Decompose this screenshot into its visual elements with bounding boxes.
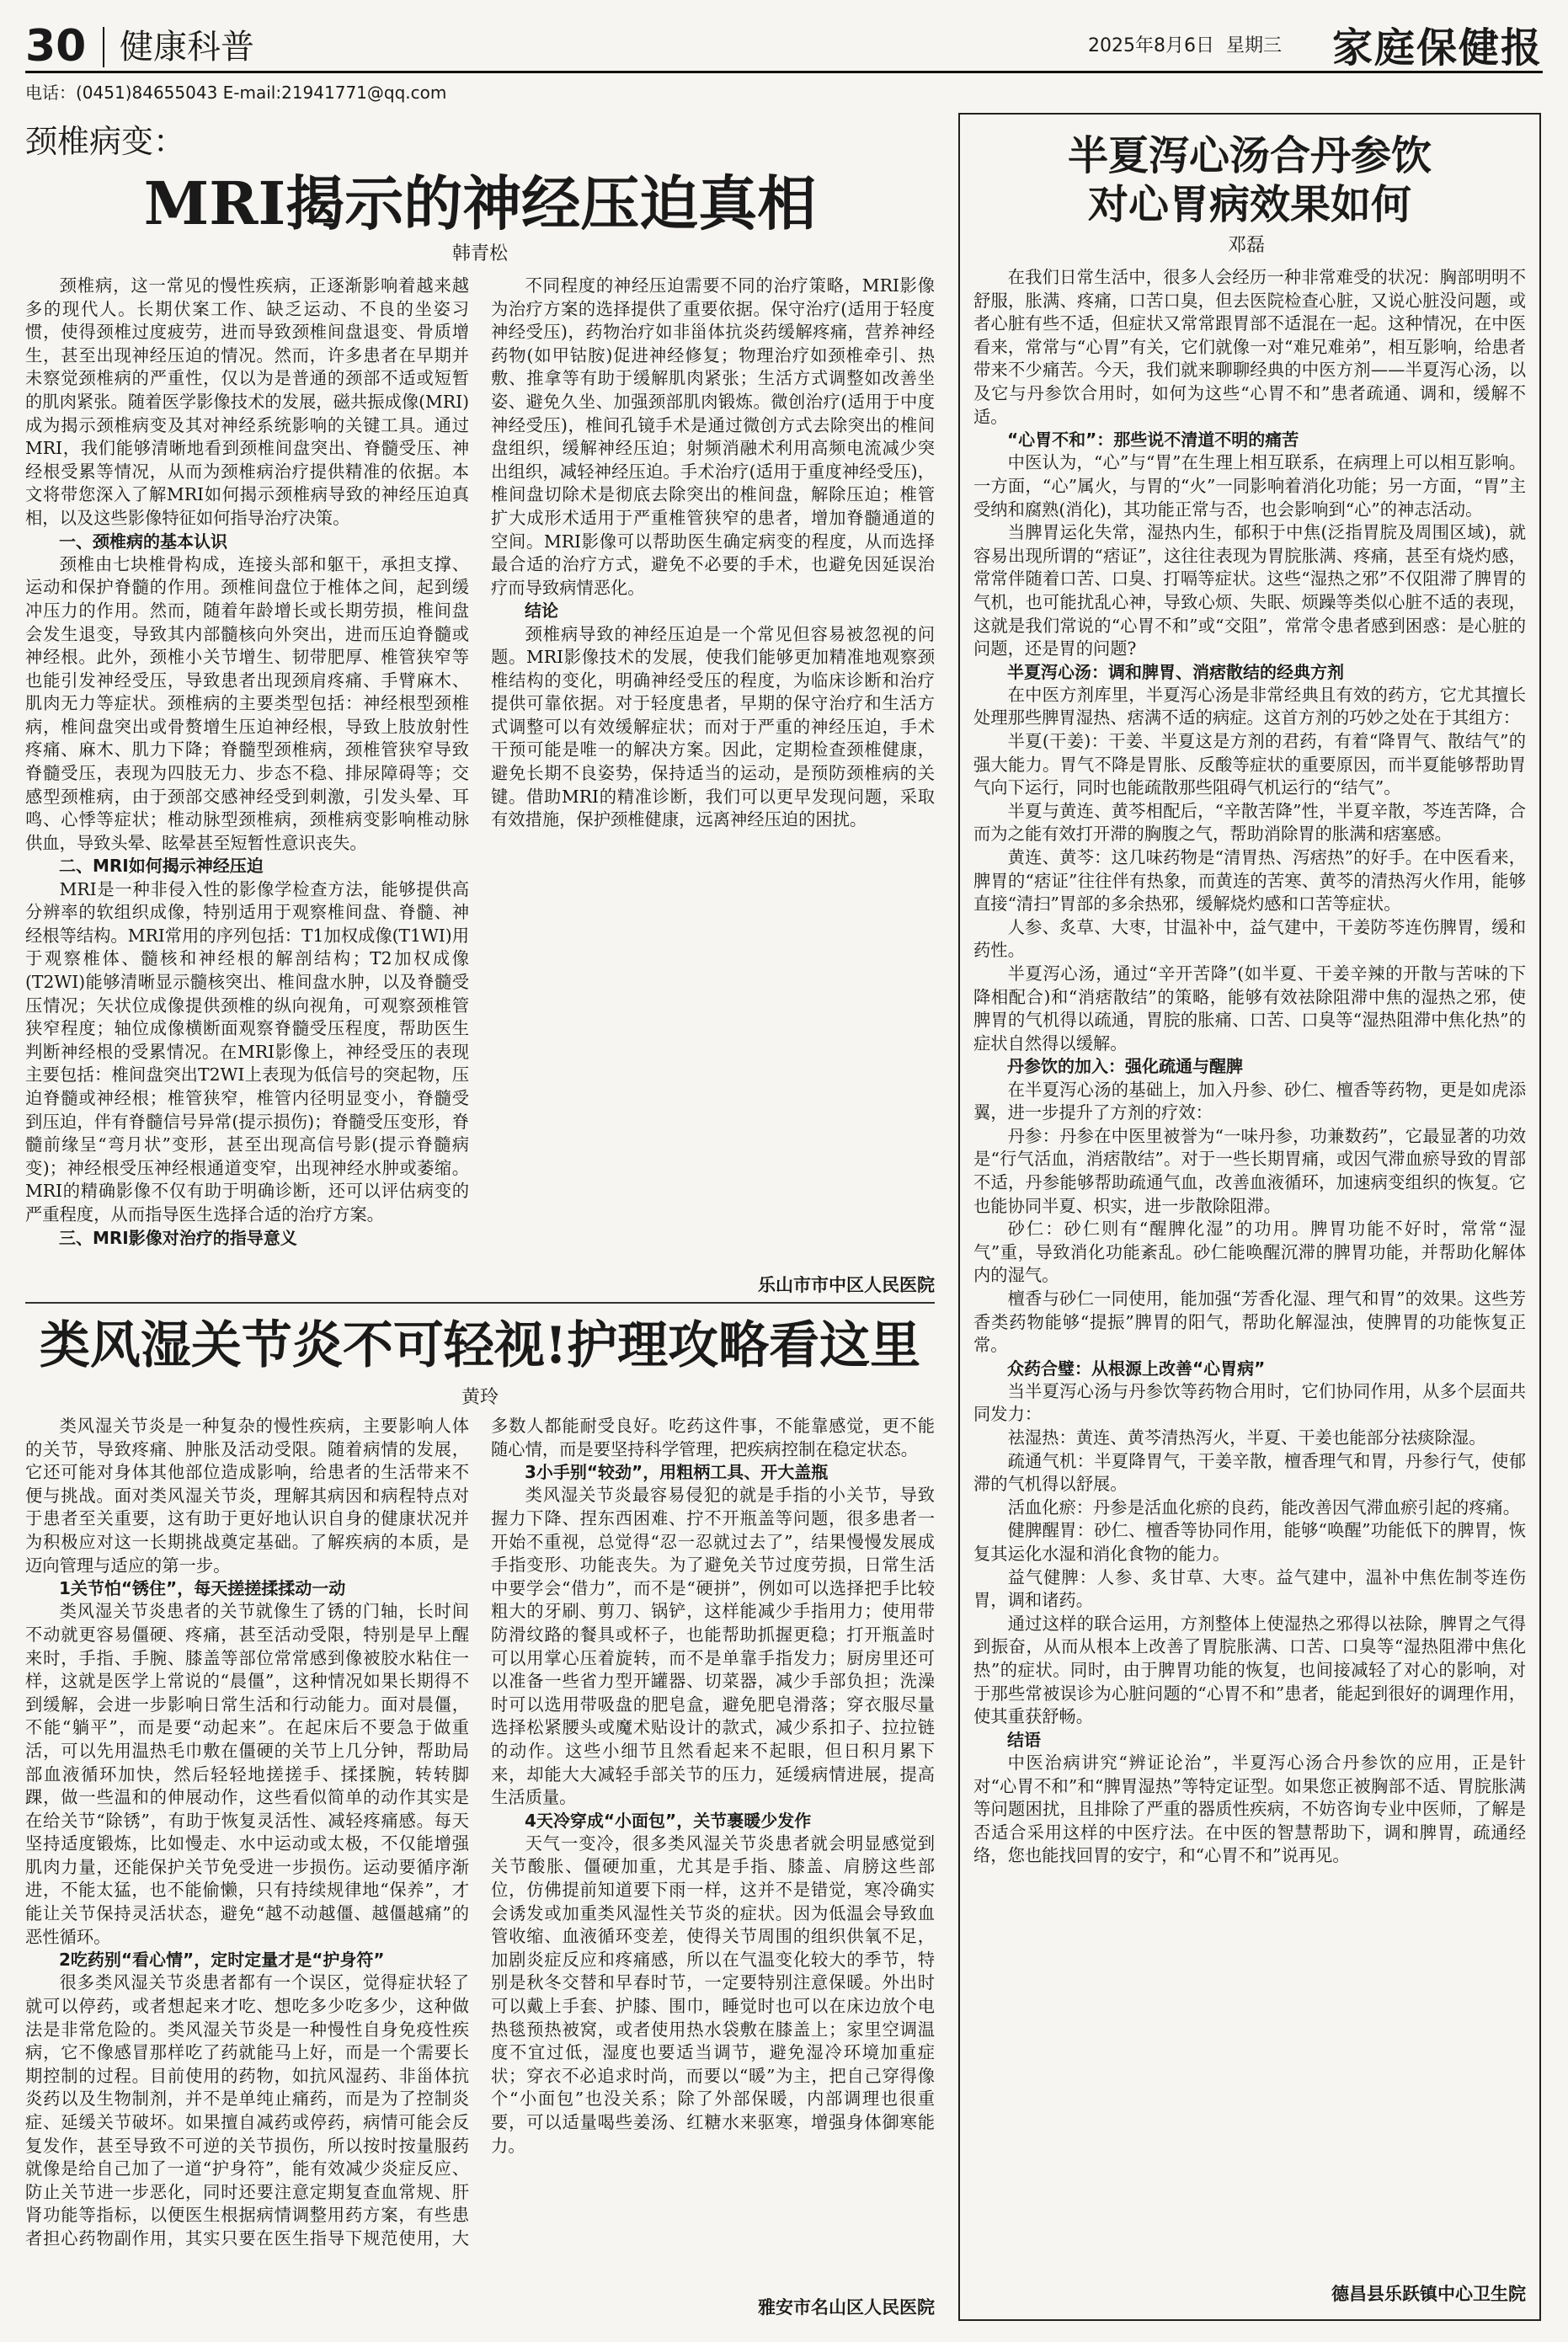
paragraph: 类风湿关节炎最容易侵犯的就是手指的小关节，导致握力下降、捏东西困难、拧不开瓶盖等问题，很多患者一开始不重视，总觉得“忍一忍就过去了”，结果慢慢发展成手指变形、功能丧失。为了避免关节过度劳损，日常生活中要学会“借力”，而不是“硬拼”，例如可以选择把手比较粗大的牙刷、剪刀、锅铲，这样能减少手指用力；使用带防滑纹路的餐具或杯子，也能帮助抓握更稳；打开瓶盖时可以用掌心压着旋转，而不是单靠手指发力；厨房里还可以准备一些省力型开罐器、切菜器，减少手部负担；洗澡时可以选用带吸盘的肥皂盒，避免肥皂滑落；穿衣服尽量选择松紧腰头或魔术贴设计的款式，减少系扣子、拉拉链的动作。这些小细节且然看起来不起眼，但日积月累下来，却能大大减轻手部关节的压力，延缓病情进展，提高生活质量。 — [491, 1485, 935, 1808]
subheading: 半夏泻心汤：调和脾胃、消痞散结的经典方剂 — [1007, 661, 1344, 682]
paragraph: 中医认为，“心”与“胃”在生理上相互联系，在病理上可以相互影响。一方面，“心”属火，与胃的“火”一同影响着消化功能；另一方面，“胃”主受纳和腐熟(消化)，其功能正常与否，也会影响到“心”的神志活动。 — [973, 452, 1526, 520]
paragraph: 类风湿关节炎是一种复杂的慢性疾病，主要影响人体的关节，导致疼痛、肿胀及活动受限。随着病情的发展，它还可能对身体其他部位造成影响，给患者的生活带来不便与挑战。面对类风湿关节炎，理解其病因和病程特点对于患者至关重要，这有助于更好地认识自身的健康状况并为积极应对这一长期挑战奠定基础。了解疾病的本质，是迈向管理与适应的第一步。 — [25, 1416, 469, 1576]
subheading: 2吃药别“看心情”，定时定量才是“护身符” — [59, 1950, 385, 1971]
article3-title-line1: 半夏泻心汤合丹参饮 — [1067, 132, 1432, 179]
subheading: 一、颈椎病的基本认识 — [59, 531, 227, 552]
paragraph: 人参、炙草、大枣，甘温补中，益气建中，干姜防芩连伤脾胃，缓和药性。 — [973, 916, 1526, 961]
article-divider — [25, 1302, 935, 1304]
article1-source: 乐山市市中区人民医院 — [758, 1275, 935, 1295]
issue-date: 2025年8月6日 星期三 — [1088, 35, 1282, 56]
paragraph: 中医治病讲究“辨证论治”，半夏泻心汤合丹参饮的应用，正是针对“心胃不和”和“脾胃湿热”等特定证型。如果您正被胸部不适、胃脘胀满等问题困扰，且排除了严重的器质性疾病，不妨咨询专业中医师，了解是否适合采用这样的中医疗法。在中医的智慧帮助下，调和脾胃，疏通经络，您也能找回胃的安宁，和“心胃不和”说再见。 — [973, 1752, 1526, 1866]
paragraph: 半夏泻心汤，通过“辛开苦降”(如半夏、干姜辛辣的开散与苦味的下降相配合)和“消痞散结”的策略，能够有效祛除阻滞中焦的湿热之邪，使脾胃的气机得以疏通，胃脘的胀痛、口苦、口臭等“湿热阻滞中焦化热”的症状自然得以缓解。 — [973, 963, 1526, 1054]
article3-source: 德昌县乐跃镇中心卫生院 — [1331, 2284, 1526, 2304]
article2-source: 雅安市名山区人民医院 — [758, 2297, 935, 2318]
paragraph: 半夏与黄连、黄芩相配后，“辛散苦降”性，半夏辛散，芩连苦降，合而为之能有效打开滞的胸腹之气，帮助消除胃的胀满和痞塞感。 — [973, 800, 1526, 845]
paragraph: 在中医方剂库里，半夏泻心汤是非常经典且有效的药方，它尤其擅长处理那些脾胃湿热、痞满不适的病症。这首方剂的巧妙之处在于其组方： — [973, 684, 1526, 728]
paragraph: 类风湿关节炎患者的关节就像生了锈的门轴，长时间不动就更容易僵硬、疼痛，甚至活动受限，特别是早上醒来时，手指、手腕、膝盖等部位常常感到像被胶水粘住一样，这就是医学上常说的“晨僵”，这种情况如果长期得不到缓解，会进一步影响日常生活和行动能力。面对晨僵，不能“躺平”，而是要“动起来”。在起床后不要急于做重活，可以先用温热毛巾敷在僵硬的关节上几分钟，帮助局部血液循环加快，然后轻轻地搓搓手、揉揉腕，转转脚踝，做一些温和的伸展动作，这些看似简单的动作其实是在给关节“除锈”，有助于恢复灵活性、减轻疼痛感。每天坚持适度锻炼，比如慢走、水中运动或太极，不仅能增强肌肉力量，还能保护关节免受进一步损伤。运动要循序渐进，不能太猛，也不能偷懒，只有持续规律地“保养”，才能让关节保持灵活状态，避免“越不动越僵、越僵越痛”的恶性循环。 — [25, 1601, 469, 1947]
paragraph: 黄连、黄芩：这几味药物是“清胃热、泻痞热”的好手。在中医看来，脾胃的“痞证”往往伴有热象，而黄连的苦寒、黄芩的清热泻火作用，能够直接“清扫”胃部的多余热邪，缓解烧灼感和口苦等症状。 — [973, 847, 1526, 915]
page-header — [25, 22, 1543, 73]
article2-author: 黄玲 — [461, 1387, 499, 1408]
article1-author: 韩青松 — [451, 243, 508, 264]
paragraph: 天气一变冷，很多类风湿关节炎患者就会明显感觉到关节酸胀、僵硬加重，尤其是手指、膝盖、肩膀这些部位，仿佛提前知道要下雨一样，这并不是错觉，寒冷确实会诱发或加重类风湿性关节炎的症状。因为低温会导致血管收缩、血液循环变差，使得关节周围的组织供氧不足，加剧炎症反应和疼痛感，所以在气温变化较大的季节，特别是秋冬交替和早春时节，一定要特别注意保暖。外出时可以戴上手套、护膝、围巾，睡觉时也可以在床边放个电热毯预热被窝，或者使用热水袋敷在膝盖上；家里空调温度不宜过低，湿度也要适当调节，避免湿冷环境加重症状；穿衣不必追求时尚，而要以“暖”为主，把自己穿得像个“小面包”也没关系；除了外部保暖，内部调理也很重要，可以适量喝些姜汤、红糖水来驱寒，增强身体御寒能力。 — [491, 1833, 935, 2156]
paragraph: 砂仁：砂仁则有“醒脾化湿”的功用。脾胃功能不好时，常常“湿气”重，导致消化功能紊乱。砂仁能唤醒沉滞的脾胃功能，并帮助化解体内的湿气。 — [973, 1219, 1526, 1286]
article2-title: 类风湿关节炎不可轻视!护理攻略看这里 — [39, 1316, 921, 1375]
article1-body — [25, 275, 935, 1268]
paragraph: 疏通气机：半夏降胃气，干姜辛散，檀香理气和胃，丹参行气，使郁滞的气机得以舒展。 — [973, 1450, 1526, 1495]
subheading: 众药合璧：从根源上改善“心胃病” — [1007, 1358, 1266, 1379]
paragraph: 益气健脾：人参、炙甘草、大枣。益气建中，温补中焦佐制苓连伤胃，调和诸药。 — [973, 1566, 1526, 1611]
paragraph: 檀香与砂仁一同使用，能加强“芳香化湿、理气和胃”的效果。这些芳香类药物能够“提振”脾胃的阳气，帮助化解湿浊，使脾胃的功能恢复正常。 — [973, 1288, 1526, 1356]
paragraph: 不同程度的神经压迫需要不同的治疗策略，MRI影像为治疗方案的选择提供了重要依据。保守治疗(适用于轻度神经受压)，药物治疗如非甾体抗炎药缓解疼痛，营养神经药物(如甲钴胺)促进神经修复；物理治疗如颈椎牵引、热敷、推拿等有助于缓解肌肉紧张；生活方式调整如改善坐姿、避免久坐、加强颈部肌肉锻炼。微创治疗(适用于中度神经受压)，椎间孔镜手术是通过微创方式去除突出的椎间盘组织，缓解神经压迫；射频消融术利用高频电流减少突出组织，减轻神经压迫。手术治疗(适用于重度神经受压)，椎间盘切除术是彻底去除突出的椎间盘，解除压迫；椎管扩大成形术适用于严重椎管狭窄的患者，增加脊髓通道的空间。MRI影像可以帮助医生确定病变的程度，从而选择最合适的治疗方式，避免不必要的手术，也避免因延误治疗而导致病情恶化。 — [491, 275, 935, 598]
article2-body — [25, 1415, 935, 2287]
paragraph: 很多类风湿关节炎患者都有一个误区，觉得症状轻了就可以停药，或者想起来才吃、想吃多少吃多少，这种做法是非常危险的。类风湿关节炎是一种慢性自身免疫性疾病，它不像感冒那样吃了药就能马上好，而是一个需要长期控制的过程。目前使用的药物，如抗风湿药、非甾体抗炎药以及生物制剂，并不是单纯止痛药，而是为了控制炎症、延缓关节破坏。如果擅自减药或停药，病情可能会反复发作，甚至导致不可逆的关节损伤，所以按时按量服药就像是给自己加了一道“护身符”，能有效减少炎症反应、防止关节进一步恶化，同时还要注意定期复查血常规、肝肾功能等指标，以便医生根据病情调整用药方案，有些患者担心药物副作用，其实只要在医生指导下规范使用，大多数人都能耐受良好。吃药这件事，不能靠感觉，更不能随心情，而是要坚持科学管理，把疾病控制在稳定状态。 — [25, 1416, 935, 2249]
subheading: “心胃不和”：那些说不清道不明的痛苦 — [1007, 429, 1299, 451]
article3-title — [958, 131, 1541, 229]
subheading: 结论 — [525, 600, 558, 622]
subheading: 三、MRI影像对治疗的指导意义 — [59, 1227, 297, 1248]
paragraph: 在半夏泻心汤的基础上，加入丹参、砂仁、檀香等药物，更是如虎添翼，进一步提升了方剂的疗效： — [973, 1079, 1526, 1123]
paragraph: 通过这样的联合运用，方剂整体上使湿热之邪得以祛除，脾胃之气得到振奋，从而从根本上改善了胃脘胀满、口苦、口臭等“湿热阻滞中焦化热”的症状。同时，由于脾胃功能的恢复，也间接减轻了对心的影响，对于那些常被误诊为心脏问题的“心胃不和”患者，能起到很好的调理作用，使其重获舒畅。 — [973, 1613, 1526, 1727]
subheading: 4天冷穿成“小面包”，关节裹暖少发作 — [525, 1810, 812, 1831]
paragraph: 半夏(干姜)：干姜、半夏这是方剂的君药，有着“降胃气、散结气”的强大能力。胃气不降是胃胀、反酸等症状的重要原因，而半夏能够帮助胃气向下运行，同时也能疏散那些阻碍气机运行的“结气”。 — [973, 731, 1526, 798]
article3-author: 邓磊 — [1227, 235, 1265, 256]
paragraph: 活血化瘀：丹参是活血化瘀的良药，能改善因气滞血瘀引起的疼痛。 — [1007, 1496, 1521, 1518]
newspaper-page — [25, 22, 1543, 2325]
paragraph: 祛湿热：黄连、黄芩清热泻火，半夏、干姜也能部分祛痰除湿。 — [1007, 1427, 1486, 1448]
article3-title-line2: 对心胃病效果如何 — [1087, 181, 1411, 228]
newspaper-name: 家庭保健报 — [1331, 24, 1543, 72]
page-number: 30 — [25, 21, 87, 72]
header-divider — [103, 27, 104, 67]
subheading: 二、MRI如何揭示神经压迫 — [59, 856, 264, 877]
paragraph: MRI是一种非侵入性的影像学检查方法，能够提供高分辨率的软组织成像，特别适用于观察椎间盘、脊髓、神经根等结构。MRI常用的序列包括：T1加权成像(T1WI)用于观察椎体、髓核和神经根的解剖结构；T2加权成像(T2WI)能够清晰显示髓核突出、椎间盘水肿，以及脊髓受压情况；矢状位成像提供颈椎的纵向视角，可观察颈椎管狭窄程度；轴位成像横断面观察脊髓受压程度，帮助医生判断神经根的受累情况。在MRI影像上，神经受压的表现主要包括：椎间盘突出T2WI上表现为低信号的突起物，压迫脊髓或神经根；椎管狭窄，椎管内径明显变小，脊髓受到压迫，伴有脊髓信号异常(提示损伤)；脊髓受压变形，脊髓前缘呈“弯月状”变形，甚至出现高信号影(提示脊髓病变)；神经根受压神经根通道变窄，出现神经水肿或萎缩。MRI的精确影像不仅有助于明确诊断，还可以评估病变的严重程度，从而指导医生选择合适的治疗方案。 — [25, 878, 469, 1224]
paragraph: 颈椎病，这一常见的慢性疾病，正逐渐影响着越来越多的现代人。长期伏案工作、缺乏运动、不良的坐姿习惯，使得颈椎过度疲劳，进而导致颈椎间盘退变、骨质增生，甚至出现神经压迫的情况。然而，许多患者在早期并未察觉颈椎病的严重性，仅以为是普通的颈部不适或短暂的肌肉紧张。随着医学影像技术的发展，磁共振成像(MRI)成为揭示颈椎病变及其对神经系统影响的关键工具。通过MRI，我们能够清晰地看到颈椎间盘突出、脊髓受压、神经根受累等情况，从而为颈椎病治疗提供精准的依据。本文将带您深入了解MRI如何揭示颈椎病导致的神经压迫真相，以及这些影像特征如何指导治疗决策。 — [25, 275, 469, 528]
subheading: 3小手别“较劲”，用粗柄工具、开大盖瓶 — [525, 1462, 829, 1483]
contact-line: 电话：(0451)84655043 E-mail:21941771@qq.com — [25, 83, 447, 103]
subheading: 丹参饮的加入：强化疏通与醒脾 — [1007, 1056, 1243, 1077]
subheading: 结语 — [1007, 1729, 1041, 1750]
paragraph: 当半夏泻心汤与丹参饮等药物合用时，它们协同作用，从多个层面共同发力： — [973, 1380, 1526, 1425]
article3-body — [973, 266, 1526, 2272]
article1-kicker: 颈椎病变： — [25, 123, 186, 160]
paragraph: 颈椎由七块椎骨构成，连接头部和躯干，承担支撑、运动和保护脊髓的作用。颈椎间盘位于椎体之间，起到缓冲压力的作用。然而，随着年龄增长或长期劳损，椎间盘会发生退变，导致其内部髓核向外突出，进而压迫脊髓或神经根。此外，颈椎小关节增生、韧带肥厚、椎管狭窄等也能引发神经受压，导致患者出现颈肩疼痛、手臂麻木、肌肉无力等症状。颈椎病的主要类型包括：神经根型颈椎病，椎间盘突出或骨赘增生压迫神经根，导致上肢放射性疼痛、麻木、肌力下降；脊髓型颈椎病，颈椎管狭窄导致脊髓受压，表现为四肢无力、步态不稳、排尿障碍等；交感型颈椎病，由于颈部交感神经受到刺激，引发头晕、耳鸣、心悸等症状；椎动脉型颈椎病，颈椎病变影响椎动脉供血，导致头晕、眩晕甚至短暂性意识丧失。 — [25, 553, 469, 853]
article1-title: MRI揭示的神经压迫真相 — [143, 168, 817, 238]
paragraph: 颈椎病导致的神经压迫是一个常见但容易被忽视的问题。MRI影像技术的发展，使我们能够更加精准地观察颈椎结构的变化，明确神经受压的程度，为临床诊断和治疗提供可靠依据。对于轻度患者，早期的保守治疗和生活方式调整可以有效缓解症状；而对于严重的神经压迫，手术干预可能是唯一的解决方案。因此，定期检查颈椎健康，避免长期不良姿势，保持适当的运动，是预防颈椎病的关键。借助MRI的精准诊断，我们可以更早发现问题，采取有效措施，保护颈椎健康，远离神经压迫的困扰。 — [491, 623, 935, 830]
paragraph: 丹参：丹参在中医里被誉为“一味丹参，功兼数药”，它最显著的功效是“行气活血，消痞散结”。对于一些长期胃痛，或因气滞血瘀导致的胃部不适，丹参能够帮助疏通气血，改善血液循环，加速病变组织的恢复。它也能协同半夏、枳实，进一步散除阻滞。 — [973, 1125, 1526, 1216]
paragraph: 在我们日常生活中，很多人会经历一种非常难受的状况：胸部明明不舒服，胀满、疼痛，口苦口臭，但去医院检查心脏，又说心脏没问题，或者心脏有些不适，但症状又常常跟胃部不适混在一起。这种情况，在中医看来，常常与“心胃”有关，它们就像一对“难兄难弟”，相互影响，给患者带来不少痛苦。今天，我们就来聊聊经典的中医方剂——半夏泻心汤，以及它与丹参饮合用时，如何为这些“心胃不和”患者疏通、调和，缓解不适。 — [973, 267, 1526, 427]
paragraph: 当脾胃运化失常，湿热内生，郁积于中焦(泛指胃脘及周围区域)，就容易出现所谓的“痞证”，这往往表现为胃脘胀满、疼痛，甚至有烧灼感，常常伴随着口苦、口臭、打嗝等症状。这些“湿热之邪”不仅阻滞了脾胃的气机，也可能扰乱心神，导致心烦、失眠、烦躁等类似心脏不适的表现，这就是我们常说的“心胃不和”或“交阻”，常常令患者感到困惑：是心脏的问题，还是胃的问题? — [973, 522, 1526, 659]
subheading: 1关节怕“锈住”，每天搓搓揉揉动一动 — [59, 1578, 346, 1599]
section-title: 健康科普 — [120, 28, 254, 67]
paragraph: 健脾醒胃：砂仁、檀香等协同作用，能够“唤醒”功能低下的脾胃，恢复其运化水湿和消化食物的能力。 — [973, 1520, 1526, 1565]
